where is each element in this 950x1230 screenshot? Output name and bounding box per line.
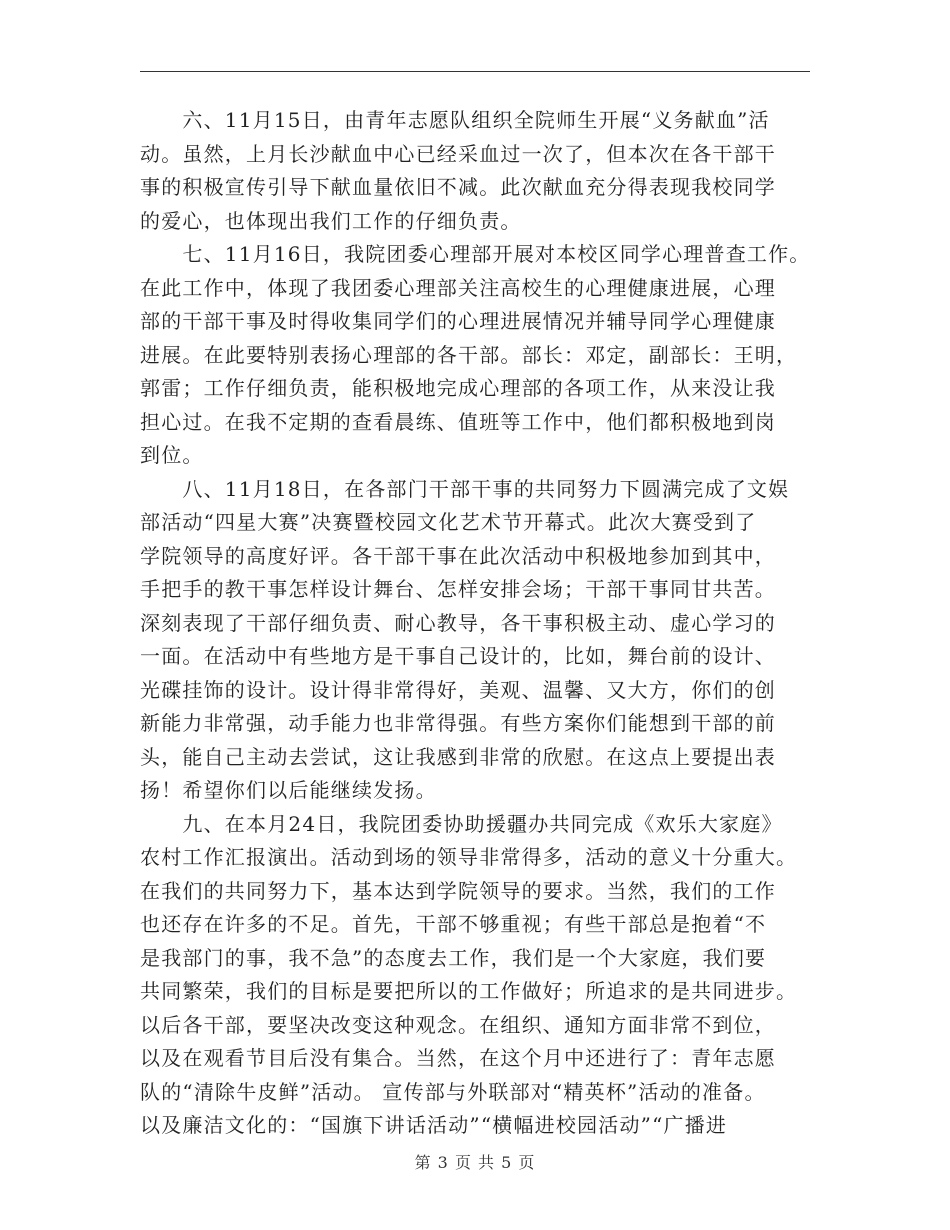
text-line: 共同繁荣，我们的目标是要把所以的工作做好；所追求的是共同进步。	[140, 979, 798, 1003]
text-line: 光碟挂饰的设计。设计得非常得好，美观、温馨、又大方，你们的创	[140, 677, 776, 702]
text-line: 担心过。在我不定期的查看晨练、值班等工作中，他们都积极地到岗	[140, 409, 776, 434]
text-line: 手把手的教干事怎样设计舞台、怎样安排会场；干部干事同甘共苦。	[140, 577, 776, 601]
text-line: 八、11月18日，在各部门干部干事的共同努力下圆满完成了文娱	[140, 476, 790, 501]
text-line: 是我部门的事，我不急”的态度去工作，我们是一个大家庭，我们要	[140, 945, 767, 970]
text-line: 六、11月15日，由青年志愿队组织全院师生开展“义务献血”活	[140, 108, 770, 132]
text-line: 以后各干部，要坚决改变这种观念。在组织、通知方面非常不到位，	[140, 1012, 776, 1037]
text-line: 学院领导的高度好评。各干部干事在此次活动中积极地参加到其中，	[140, 543, 776, 568]
paragraph-8	[140, 473, 820, 808]
document-body	[140, 104, 820, 1143]
text-line: 头，能自己主动去尝试，这让我感到非常的欣慰。在这点上要提出表	[140, 744, 776, 769]
text-line: 以及在观看节目后没有集合。当然，在这个月中还进行了：青年志愿	[140, 1046, 776, 1070]
text-line: 部的干部干事及时得收集同学们的心理进展情况并辅导同学心理健康	[140, 309, 776, 333]
text-line: 队的“清除牛皮鲜”活动。 宣传部与外联部对“精英杯”活动的准备。	[140, 1079, 766, 1104]
text-line: 到位。	[140, 443, 204, 467]
text-line: 农村工作汇报演出。活动到场的领导非常得多，活动的意义十分重大。	[140, 845, 798, 869]
text-line: 以及廉洁文化的：“国旗下讲话活动”“横幅进校园活动”“广播进	[140, 1113, 728, 1137]
paragraph-7	[140, 238, 820, 473]
text-line: 七、11月16日，我院团委心理部开展对本校区同学心理普查工作。	[140, 242, 811, 266]
text-line: 扬！希望你们以后能继续发扬。	[140, 778, 437, 802]
paragraph-6	[140, 104, 820, 238]
text-line: 也还存在许多的不足。首先，干部不够重视；有些干部总是抱着“不	[140, 912, 767, 936]
paragraph-9	[140, 808, 820, 1143]
page-number-footer: 第 3 页 共 5 页	[414, 1153, 536, 1172]
text-line: 新能力非常强，动手能力也非常得强。有些方案你们能想到干部的前	[140, 711, 776, 735]
text-line: 一面。在活动中有些地方是干事自己设计的，比如，舞台前的设计、	[140, 644, 776, 668]
text-line: 进展。在此要特别表扬心理部的各干部。部长：邓定，副部长：王明，	[140, 342, 798, 367]
text-line: 在此工作中，体现了我团委心理部关注高校生的心理健康进展，心理	[140, 275, 776, 300]
text-line: 九、在本月24日，我院团委协助援疆办共同完成《欢乐大家庭》	[140, 811, 783, 836]
text-line: 动。虽然，上月长沙献血中心已经采血过一次了，但本次在各干部干	[140, 141, 776, 166]
text-line: 部活动“四星大赛”决赛暨校园文化艺术节开幕式。此次大赛受到了	[140, 510, 757, 534]
text-line: 事的积极宣传引导下献血量依旧不减。此次献血充分得表现我校同学	[140, 175, 776, 199]
text-line: 郭雷；工作仔细负责，能积极地完成心理部的各项工作，从来没让我	[140, 376, 776, 400]
text-line: 的爱心，也体现出我们工作的仔细负责。	[140, 208, 522, 233]
text-line: 在我们的共同努力下，基本达到学院领导的要求。当然，我们的工作	[140, 878, 776, 903]
header-rule	[140, 71, 810, 72]
text-line: 深刻表现了干部仔细负责、耐心教导，各干事积极主动、虚心学习的	[140, 610, 776, 635]
